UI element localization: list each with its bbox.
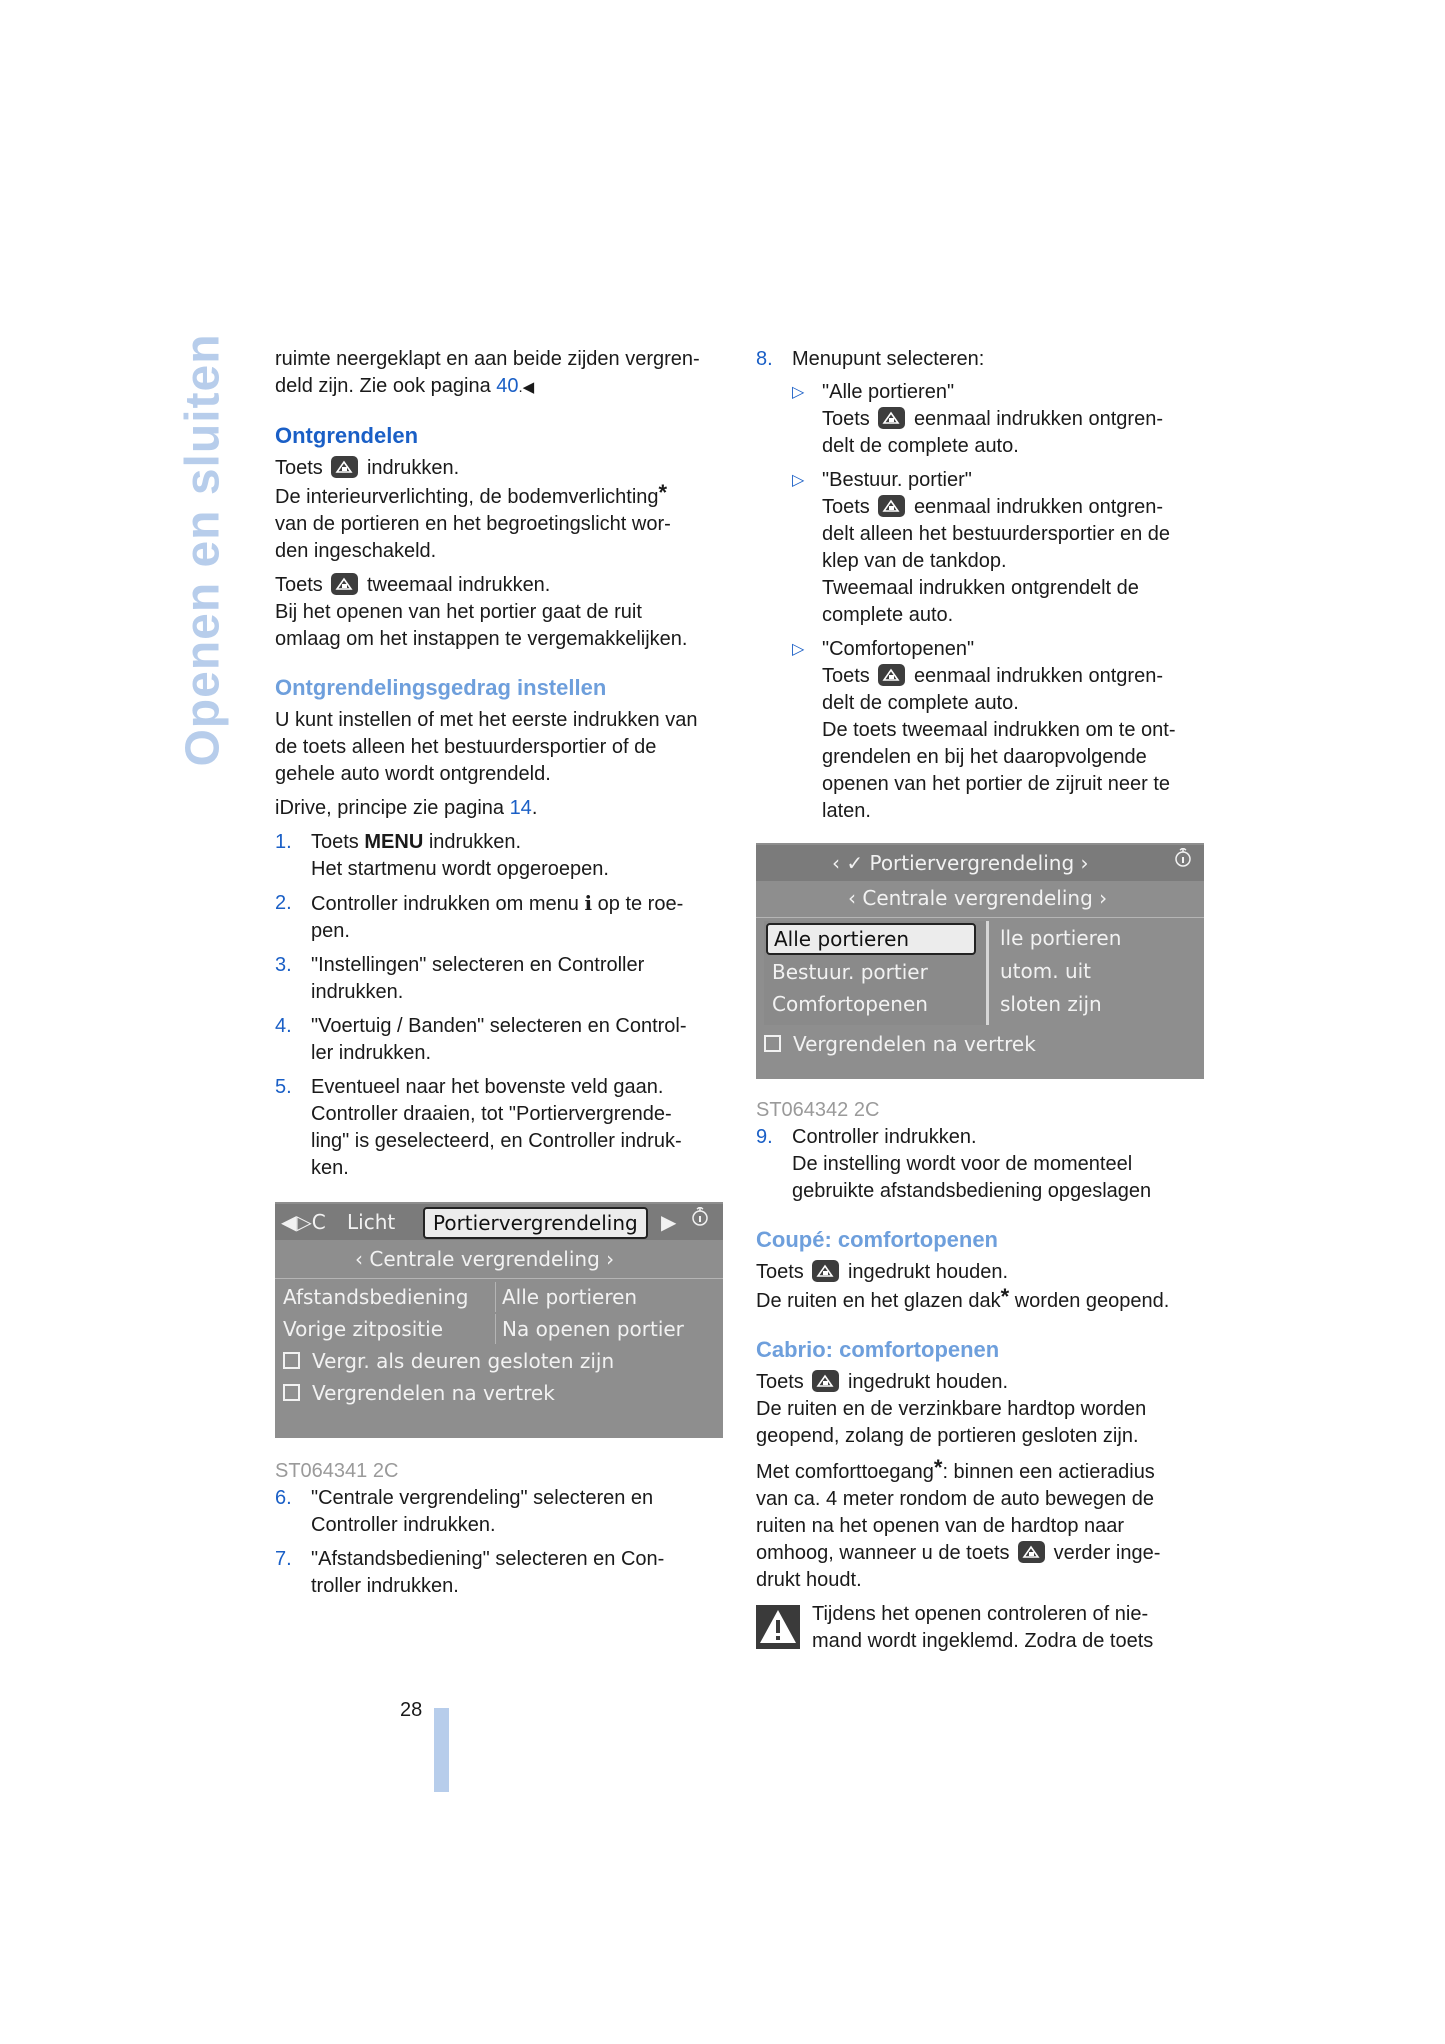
- intro-text: deld zijn. Zie ook pagina: [275, 375, 497, 397]
- text: eenmaal indrukken ontgren-: [913, 408, 1163, 430]
- text: tweemaal indrukken.: [366, 574, 551, 596]
- bg-alle-portieren: lle portieren: [1000, 926, 1122, 950]
- text: worden geopend.: [1009, 1290, 1170, 1312]
- top-portiervergrendeling: ‹ ✓ Portiervergrendeling ›: [832, 851, 1089, 875]
- option-title: "Comfortopenen": [822, 638, 975, 660]
- row-alle-portieren: Alle portieren: [495, 1282, 637, 1312]
- text: .: [531, 797, 538, 819]
- coupe-line: [756, 1259, 1216, 1286]
- page-link-40[interactable]: 40: [496, 375, 519, 397]
- cabrio-line: geopend, zolang de portieren gesloten zijn.: [756, 1425, 1139, 1447]
- behavior-line: U kunt instellen of met het eerste indrukken van: [275, 709, 698, 731]
- checkbox-icon: [283, 1384, 300, 1401]
- step-item: [275, 829, 727, 883]
- step-line: [311, 890, 727, 918]
- step-number: 4.: [275, 1015, 292, 1037]
- triangle-bullet-icon: ▷: [792, 384, 805, 401]
- text: Met comforttoegang: [756, 1461, 934, 1483]
- screen-row: [275, 1282, 723, 1312]
- comfort-access-paragraph: [756, 1457, 1216, 1594]
- heading-coupe-comfortopenen: Coupé: comfortopenen: [756, 1227, 998, 1252]
- page-link-14[interactable]: 14: [509, 797, 532, 819]
- screen-row: [756, 1029, 1204, 1059]
- option-line: grendelen en bij het daaropvolgende: [822, 746, 1147, 768]
- text: op te roe-: [592, 893, 684, 915]
- step-number: 6.: [275, 1487, 292, 1509]
- text: eenmaal indrukken ontgren-: [913, 665, 1163, 687]
- text: omhoog, wanneer u de toets: [756, 1542, 1010, 1564]
- text: De interieurverlichting, de bodemverlichting: [275, 486, 659, 508]
- steps-list-d: [756, 1124, 1216, 1205]
- divider: [756, 917, 1204, 918]
- unlock-line: omlaag om het instappen te vergemakkelijken.: [275, 628, 688, 650]
- step-number: 5.: [275, 1076, 292, 1098]
- option-line: delt alleen het bestuurdersportier en de: [822, 523, 1171, 545]
- step-line: Menupunt selecteren:: [792, 348, 985, 370]
- step-line: Eventueel naar het bovenste veld gaan.: [311, 1076, 664, 1098]
- checkbox-icon: [283, 1352, 300, 1369]
- step-number: 1.: [275, 831, 292, 853]
- step-line: ling" is geselecteerd, en Controller indruk-: [311, 1130, 682, 1152]
- left-column: [275, 346, 727, 1607]
- option-title: "Alle portieren": [822, 381, 955, 403]
- unlock-line: van de portieren en het begroetingslicht wor-: [275, 513, 671, 535]
- option-line: klep van de tankdop.: [822, 550, 1007, 572]
- option-line: [822, 406, 1216, 433]
- step-item: [756, 1124, 1216, 1205]
- option-item: [792, 636, 1216, 825]
- warning-line: Tijdens het openen controleren of nie-: [812, 1603, 1149, 1625]
- menu-key-icon: MENU: [364, 831, 424, 853]
- screen-top-bar: [756, 845, 1204, 881]
- option-line: Tweemaal indrukken ontgrendelt de: [822, 577, 1139, 599]
- unlock-key-icon: [812, 1370, 839, 1392]
- checkbox-row: [283, 1378, 555, 1408]
- step-line: "Voertuig / Banden" selecteren en Control-: [311, 1015, 687, 1037]
- step-item: [275, 890, 727, 945]
- screen-row: [275, 1314, 723, 1344]
- step-line: troller indrukken.: [311, 1575, 459, 1597]
- option-line: delt de complete auto.: [822, 435, 1019, 457]
- chapter-title-text: Openen en sluiten: [176, 333, 230, 767]
- step-line: Controller draaien, tot "Portiervergrende-: [311, 1103, 672, 1125]
- text: indrukken.: [423, 831, 522, 853]
- step-item: [275, 1013, 727, 1067]
- option-line: complete auto.: [822, 604, 954, 626]
- comfort-line: van ca. 4 meter rondom de auto bewegen de: [756, 1488, 1155, 1510]
- step-number: 8.: [756, 348, 773, 370]
- popup-option-alle-portieren: Alle portieren: [766, 923, 976, 955]
- row-na-openen-portier: Na openen portier: [495, 1314, 684, 1344]
- unlock-line: [275, 455, 727, 482]
- heading-ontgrendelingsgedrag: Ontgrendelingsgedrag instellen: [275, 675, 607, 700]
- tab-portiervergrendeling: Portiervergrendeling: [423, 1207, 648, 1239]
- text: Controller indrukken om menu: [311, 893, 585, 915]
- row-vorige-zitpositie: Vorige zitpositie: [283, 1317, 444, 1341]
- step-line: De instelling wordt voor de momenteel: [792, 1153, 1133, 1175]
- cabrio-paragraph: [756, 1369, 1216, 1450]
- step-line: gebruikte afstandsbediening opgeslagen: [792, 1180, 1152, 1202]
- comfort-line: [756, 1457, 1216, 1486]
- step-number: 3.: [275, 954, 292, 976]
- idrive-screen-2-wrapper: [756, 843, 1216, 1124]
- tab-prev-arrow: ◀▷C: [281, 1210, 326, 1234]
- row-vergr-als-deuren: Vergr. als deuren gesloten zijn: [312, 1349, 615, 1373]
- screen-row: [275, 1378, 723, 1408]
- unlock-key-icon: [1018, 1541, 1045, 1563]
- option-line: [822, 663, 1216, 690]
- unlock-key-icon: [878, 407, 905, 429]
- step-number: 9.: [756, 1126, 773, 1148]
- chapter-side-title: [176, 333, 230, 767]
- unlock-key-icon: [812, 1260, 839, 1282]
- menu-info-icon: [691, 1204, 709, 1240]
- tab-next-arrow: ▶: [661, 1210, 677, 1234]
- coupe-paragraph: [756, 1259, 1216, 1315]
- text: ingedrukt houden.: [847, 1371, 1009, 1393]
- optional-equipment-star: *: [933, 1455, 943, 1480]
- idrive-screen-1: [275, 1202, 723, 1438]
- popup-option-bestuur-portier: Bestuur. portier: [772, 960, 928, 984]
- heading-ontgrendelen: Ontgrendelen: [275, 423, 419, 448]
- option-line: De toets tweemaal indrukken om te ont-: [822, 719, 1176, 741]
- step-item: [275, 1546, 727, 1600]
- menu-info-icon: [1174, 845, 1192, 881]
- step-line: ken.: [311, 1157, 349, 1179]
- text: Toets: [822, 665, 870, 687]
- page-marker-bar: [434, 1708, 449, 1792]
- coupe-line: [756, 1286, 1216, 1315]
- info-menu-icon: i: [584, 891, 593, 915]
- text: Toets: [275, 457, 323, 479]
- screen-sub-header: [756, 883, 1204, 913]
- tab-licht: Licht: [347, 1210, 396, 1234]
- step-line: "Instellingen" selecteren en Controller: [311, 954, 645, 976]
- step-line: ler indrukken.: [311, 1042, 432, 1064]
- text: ingedrukt houden.: [847, 1261, 1009, 1283]
- behavior-line: gehele auto wordt ontgrendeld.: [275, 763, 551, 785]
- option-line: [822, 494, 1216, 521]
- text: Toets: [822, 496, 870, 518]
- intro-paragraph: [275, 346, 727, 401]
- text: Toets: [275, 574, 323, 596]
- idrive-screen-2: [756, 843, 1204, 1079]
- image-code: ST064342 2C: [756, 1099, 880, 1121]
- options-list: [792, 379, 1216, 825]
- text: Toets: [311, 831, 359, 853]
- right-column: [756, 346, 1216, 1655]
- step-item: [275, 1485, 727, 1539]
- idrive-reference: [275, 795, 727, 822]
- row-vergrendelen-na-vertrek: Vergrendelen na vertrek: [312, 1381, 555, 1405]
- step-line: [311, 829, 727, 856]
- step-item: [275, 1074, 727, 1182]
- row-afstandsbediening: Afstandsbediening: [283, 1285, 469, 1309]
- intro-line: [275, 373, 727, 401]
- step-line: "Afstandsbediening" selecteren en Con-: [311, 1548, 665, 1570]
- sub-centrale-vergrendeling: ‹ Centrale vergrendeling ›: [848, 886, 1108, 910]
- optional-equipment-star: *: [658, 480, 668, 505]
- option-item: [792, 467, 1216, 629]
- popup-option-comfortopenen: Comfortopenen: [772, 992, 928, 1016]
- screen-row: [275, 1346, 723, 1376]
- row-vergrendelen-na-vertrek: Vergrendelen na vertrek: [793, 1032, 1036, 1056]
- warning-icon: [756, 1605, 800, 1657]
- step-number: 2.: [275, 892, 292, 914]
- steps-list-a: [275, 829, 727, 1182]
- intro-line: ruimte neergeklapt en aan beide zijden vergren-: [275, 348, 700, 370]
- cabrio-line: De ruiten en de verzinkbare hardtop worden: [756, 1398, 1147, 1420]
- popup-menu: [764, 921, 989, 1025]
- triangle-bullet-icon: ▷: [792, 472, 805, 489]
- checkbox-row: [764, 1029, 1036, 1059]
- steps-list-b: [275, 1485, 727, 1600]
- checkbox-row: [283, 1346, 614, 1376]
- text: verder inge-: [1053, 1542, 1161, 1564]
- checkbox-icon: [764, 1035, 781, 1052]
- step-line: Controller indrukken.: [311, 1514, 496, 1536]
- behavior-paragraph: [275, 707, 727, 788]
- step-item: [275, 952, 727, 1006]
- step-line: indrukken.: [311, 981, 404, 1003]
- comfort-line: drukt houdt.: [756, 1569, 862, 1591]
- text: Toets: [756, 1261, 804, 1283]
- section-end-mark: .◀: [518, 379, 535, 396]
- image-code: ST064341 2C: [275, 1460, 399, 1482]
- comfort-line: ruiten na het openen van de hardtop naar: [756, 1515, 1125, 1537]
- text: Toets: [756, 1371, 804, 1393]
- step-item: [756, 346, 1216, 825]
- bg-gesloten-zijn: sloten zijn: [1000, 992, 1102, 1016]
- unlock-key-icon: [331, 456, 358, 478]
- behavior-line: de toets alleen het bestuurdersportier of de: [275, 736, 657, 758]
- comfort-line: [756, 1540, 1216, 1567]
- triangle-bullet-icon: ▷: [792, 641, 805, 658]
- sub-centrale-vergrendeling: ‹ Centrale vergrendeling ›: [355, 1247, 615, 1271]
- option-item: [792, 379, 1216, 460]
- unlock-line: den ingeschakeld.: [275, 540, 437, 562]
- unlock-paragraph-1: [275, 455, 727, 565]
- text: De ruiten en het glazen dak: [756, 1290, 1001, 1312]
- text: iDrive, principe zie pagina: [275, 797, 510, 819]
- unlock-line: [275, 482, 727, 511]
- divider: [275, 1278, 723, 1279]
- unlock-key-icon: [331, 573, 358, 595]
- unlock-line: Bij het openen van het portier gaat de ruit: [275, 601, 642, 623]
- step-line: Het startmenu wordt opgeroepen.: [311, 858, 609, 880]
- text: indrukken.: [366, 457, 460, 479]
- unlock-key-icon: [878, 664, 905, 686]
- screen-tab-bar: [275, 1204, 723, 1240]
- steps-list-c: [756, 346, 1216, 825]
- screen-sub-header: [275, 1244, 723, 1274]
- option-line: openen van het portier de zijruit neer te: [822, 773, 1170, 795]
- step-number: 7.: [275, 1548, 292, 1570]
- step-line: Controller indrukken.: [792, 1126, 977, 1148]
- unlock-paragraph-2: [275, 572, 727, 653]
- idrive-screen-1-wrapper: [275, 1202, 727, 1485]
- heading-cabrio-comfortopenen: Cabrio: comfortopenen: [756, 1337, 1000, 1362]
- page-number: 28: [400, 1699, 423, 1721]
- warning-line: mand wordt ingeklemd. Zodra de toets: [812, 1630, 1154, 1652]
- cabrio-line: [756, 1369, 1216, 1396]
- text: Toets: [822, 408, 870, 430]
- unlock-line: [275, 572, 727, 599]
- option-line: delt de complete auto.: [822, 692, 1019, 714]
- optional-equipment-star: *: [1000, 1284, 1010, 1309]
- warning-block: [756, 1601, 1216, 1655]
- text: : binnen een actieradius: [942, 1461, 1155, 1483]
- unlock-key-icon: [878, 495, 905, 517]
- bg-autom-uit: utom. uit: [1000, 959, 1092, 983]
- step-line: pen.: [311, 920, 350, 942]
- option-title: "Bestuur. portier": [822, 469, 972, 491]
- text: eenmaal indrukken ontgren-: [913, 496, 1163, 518]
- option-line: laten.: [822, 800, 871, 822]
- step-line: "Centrale vergrendeling" selecteren en: [311, 1487, 654, 1509]
